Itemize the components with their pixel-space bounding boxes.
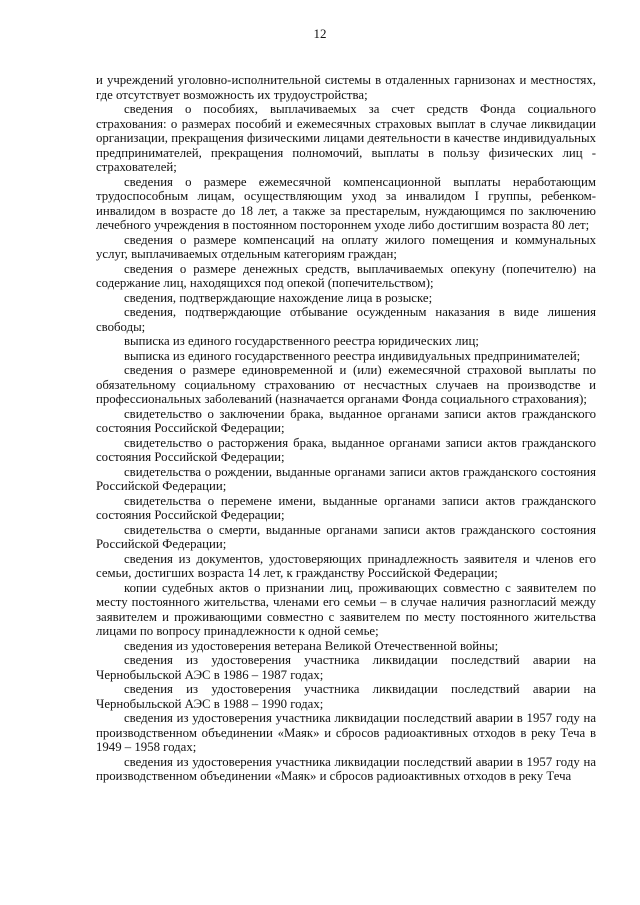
page-number: 12 [313,26,327,41]
paragraph: выписка из единого государственного реестра индивидуальных предпринимателей; [124,348,581,363]
paragraph: сведения из удостоверения участника ликвидации последствий аварии на Чернобыльской АЭС в 1986 – 1987 годах; [96,653,596,682]
paragraph: сведения о размере денежных средств, выплачиваемых опекуну (попечителю) на содержание лиц, находящихся под опекой (попечительством); [96,261,596,290]
document-body [96,73,596,784]
paragraph: сведения из удостоверения ветерана Великой Отечественной войны; [124,638,499,653]
paragraph: сведения, подтверждающие отбывание осужденным наказания в виде лишения свободы; [96,305,596,334]
paragraph: сведения из документов, удостоверяющих принадлежность заявителя и членов его семьи, достигших возраста 14 лет, к гражданству Российской Федерации; [96,551,596,580]
paragraph: свидетельства о смерти, выданные органами записи актов гражданского состояния Российской Федерации; [96,522,596,551]
paragraph: сведения о пособиях, выплачиваемых за счет средств Фонда социального страхования: о размерах пособий и ежемесячных страховых выплат в случае ликвидации организации, прекращения физическими лицами деятельности в качестве индивидуальных предпринимателей, прекращения полномочий, выплаты в пользу физических лиц - страхователей; [96,102,596,174]
paragraph: и учреждений уголовно-исполнительной системы в отдаленных гарнизонах и местностях, где отсутствует возможность их трудоустройства; [96,73,596,102]
paragraph: свидетельство о расторжения брака, выданное органами записи актов гражданского состояния Российской Федерации; [96,435,596,464]
paragraph: сведения из удостоверения участника ликвидации последствий аварии в 1957 году на производственном объединении «Маяк» и сбросов радиоактивных отходов в реку Теча в 1949 – 1958 годах; [96,711,596,754]
paragraph: выписка из единого государственного реестра юридических лиц; [124,334,479,348]
paragraph: сведения из удостоверения участника ликвидации последствий аварии в 1957 году на производственном объединении «Маяк» и сбросов радиоактивных отходов в реку Теча [96,754,596,783]
paragraph: копии судебных актов о признании лиц, проживающих совместно с заявителем по месту постоянного жительства, членами его семьи – в случае наличия разногласий между заявителем и проживающими совместно с заявителем по месту постоянного жительства лицами по вопросу принадлежности к одной семье; [96,580,596,638]
paragraph: свидетельства о рождении, выданные органами записи актов гражданского состояния Российской Федерации; [96,464,596,493]
paragraph: сведения, подтверждающие нахождение лица в розыске; [124,290,433,305]
paragraph: свидетельство о заключении брака, выданное органами записи актов гражданского состояния Российской Федерации; [96,406,596,435]
paragraph: сведения о размере компенсаций на оплату жилого помещения и коммунальных услуг, выплачиваемых отдельным категориям граждан; [96,232,596,261]
paragraph: сведения о размере единовременной и (или) ежемесячной страховой выплаты по обязательному социальному страхованию от несчастных случаев на производстве и профессиональных заболеваний (назначается органами Фонда социального страхования); [96,363,596,406]
paragraph: свидетельства о перемене имени, выданные органами записи актов гражданского состояния Российской Федерации; [96,493,596,522]
paragraph: сведения о размере ежемесячной компенсационной выплаты неработающим трудоспособным лицам, осуществляющим уход за инвалидом I группы, ребенком-инвалидом в возрасте до 18 лет, а также за престарелым, нуждающимся по заключению лечебного учреждения в постоянном постороннем уходе либо достигшим возраста 80 лет; [96,174,596,232]
paragraph: сведения из удостоверения участника ликвидации последствий аварии на Чернобыльской АЭС в 1988 – 1990 годах; [96,682,596,711]
